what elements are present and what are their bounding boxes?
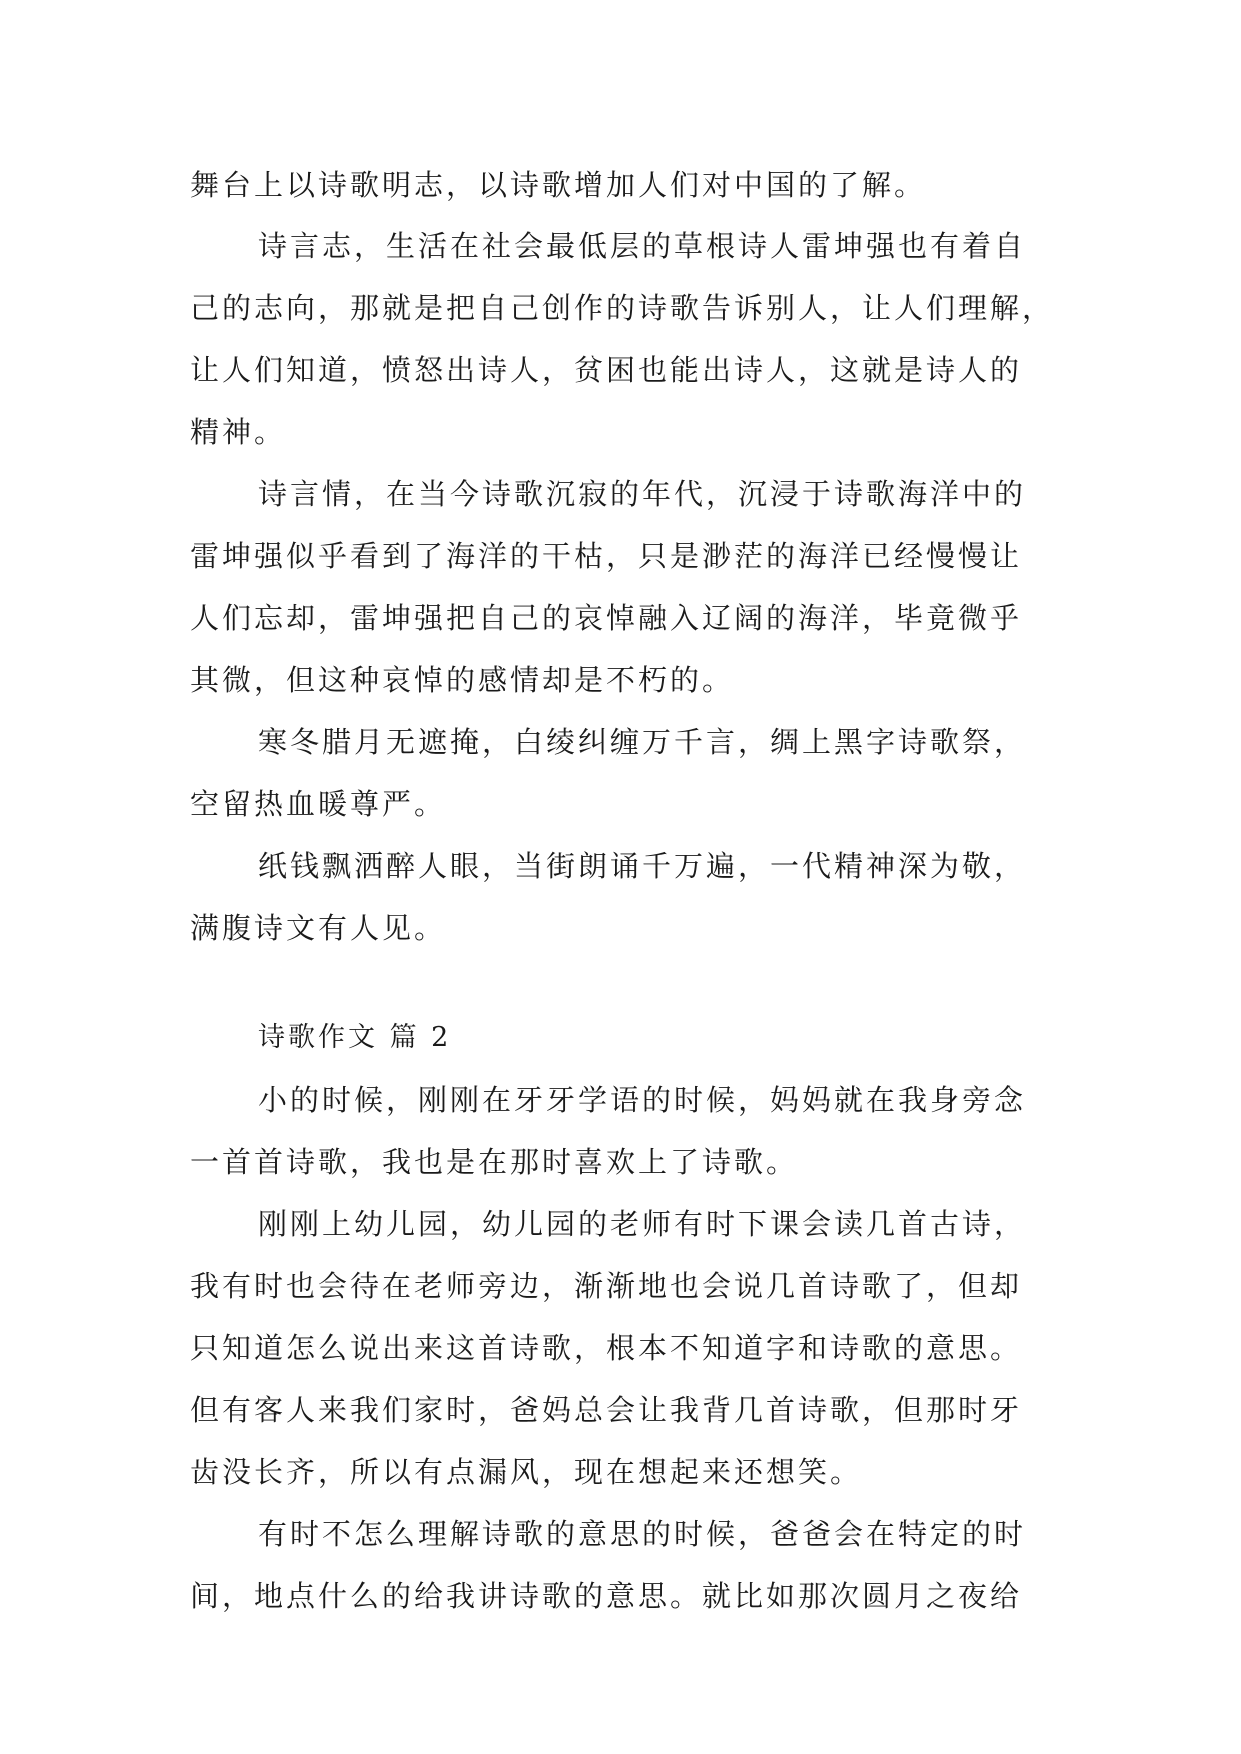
- text-line: 让人们知道，愤怒出诗人，贫困也能出诗人，这就是诗人的: [190, 353, 1023, 387]
- text-line: 一首首诗歌，我也是在那时喜欢上了诗歌。: [190, 1145, 799, 1179]
- text-line: 小的时候，刚刚在牙牙学语的时候，妈妈就在我身旁念: [258, 1083, 1027, 1117]
- text-line: 人们忘却，雷坤强把自己的哀悼融入辽阔的海洋，毕竟微乎: [190, 601, 1023, 635]
- text-line: 雷坤强似乎看到了海洋的干枯，只是渺茫的海洋已经慢慢让: [190, 539, 1023, 573]
- text-line: 满腹诗文有人见。: [190, 911, 447, 945]
- text-line: 齿没长齐，所以有点漏风，现在想起来还想笑。: [190, 1455, 863, 1489]
- text-line: 只知道怎么说出来这首诗歌，根本不知道字和诗歌的意思。: [190, 1331, 1023, 1365]
- text-line: 诗言志，生活在社会最低层的草根诗人雷坤强也有着自: [258, 229, 1027, 263]
- text-line: 己的志向，那就是把自己创作的诗歌告诉别人，让人们理解，: [190, 291, 1055, 325]
- text-line: 诗言情，在当今诗歌沉寂的年代，沉浸于诗歌海洋中的: [258, 477, 1027, 511]
- text-line: 刚刚上幼儿园，幼儿园的老师有时下课会读几首古诗，: [258, 1207, 1027, 1241]
- text-line: 空留热血暖尊严。: [190, 787, 447, 821]
- text-line: 舞台上以诗歌明志，以诗歌增加人们对中国的了解。: [190, 168, 927, 202]
- text-line: 间，地点什么的给我讲诗歌的意思。就比如那次圆月之夜给: [190, 1579, 1023, 1613]
- text-line: 纸钱飘洒醉人眼，当街朗诵千万遍，一代精神深为敬，: [258, 849, 1027, 883]
- text-line: 其微，但这种哀悼的感情却是不朽的。: [190, 663, 735, 697]
- text-line: 精神。: [190, 415, 287, 449]
- text-line: 有时不怎么理解诗歌的意思的时候，爸爸会在特定的时: [258, 1517, 1027, 1551]
- text-line: 寒冬腊月无遮掩，白绫纠缠万千言，绸上黑字诗歌祭，: [258, 725, 1027, 759]
- section-heading: 诗歌作文 篇 2: [258, 1022, 452, 1053]
- text-line: 但有客人来我们家时，爸妈总会让我背几首诗歌，但那时牙: [190, 1393, 1023, 1427]
- text-line: 我有时也会待在老师旁边，渐渐地也会说几首诗歌了，但却: [190, 1269, 1023, 1303]
